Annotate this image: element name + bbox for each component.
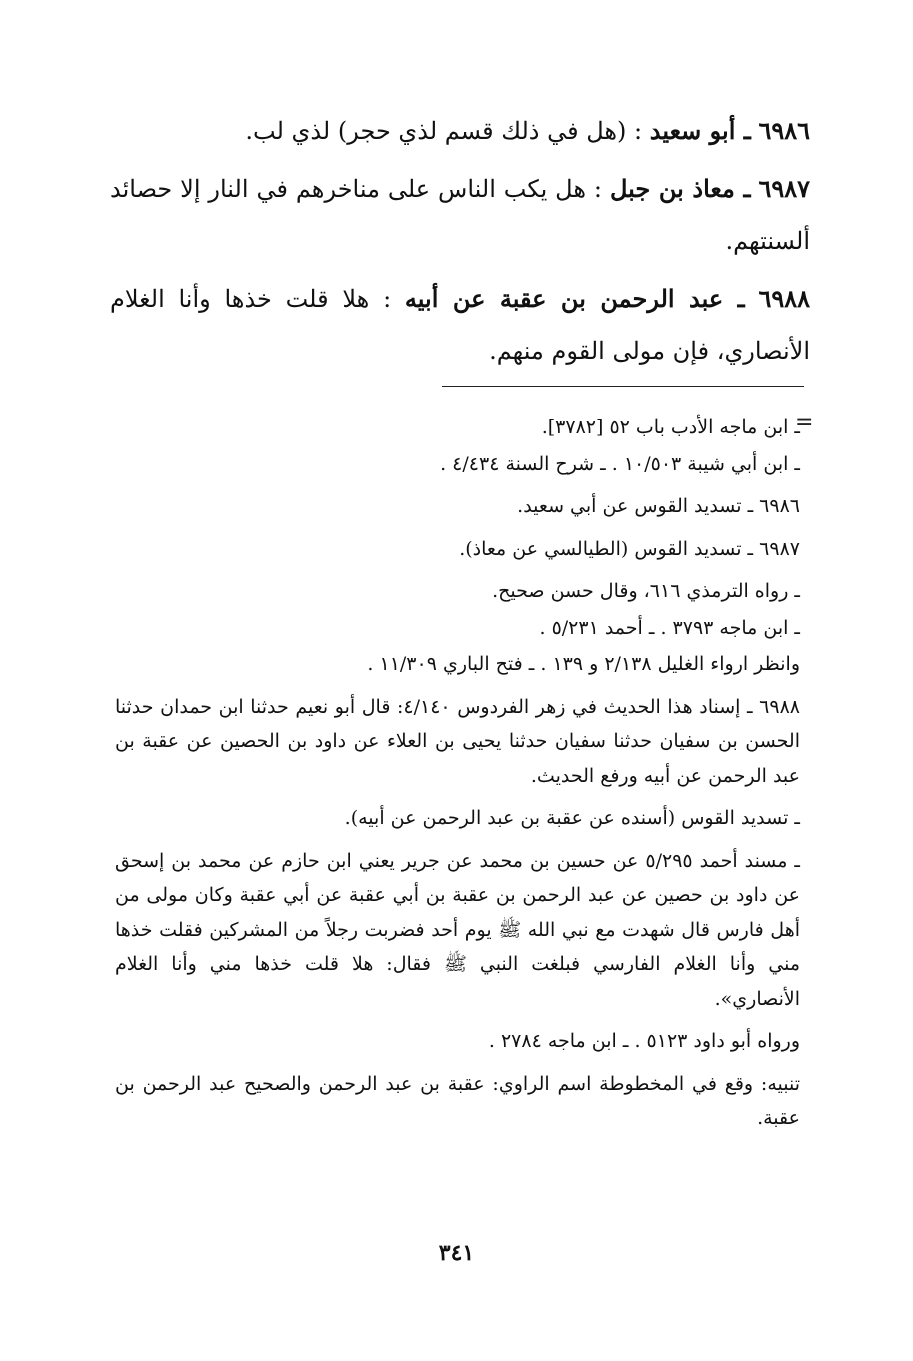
hadith-narrator: عبد الرحمن بن عقبة عن أبيه [404, 284, 724, 313]
footnote-line: تنبيه: وقع في المخطوطة اسم الراوي: عقبة بن عبد الرحمن والصحيح عبد الرحمن بن عقبة. [115, 1072, 800, 1129]
footnote-divider [442, 386, 804, 387]
page-number: ٣٤١ [438, 1240, 475, 1266]
footnote-line: ورواه أبو داود ٥١٢٣ . ـ ابن ماجه ٢٧٨٤ . [488, 1030, 800, 1052]
hadith-text: (هل في ذلك قسم لذي حجر) لذي لب. [245, 117, 627, 145]
hadith-text: هل يكب الناس على مناخرهم في النار إلا حصائد ألسنتهم. [110, 175, 810, 255]
hadith-narrator: أبو سعيد [649, 116, 736, 145]
hadith-number: ٦٩٨٨ [758, 284, 810, 313]
hadith-text: هلا قلت خذها وأنا الغلام الأنصاري، فإن مولى القوم منهم. [110, 285, 810, 365]
hadith-number: ٦٩٨٧ [758, 174, 810, 203]
hadith-number: ٦٩٨٦ [758, 116, 810, 145]
hadith-entry-6986: ٦٩٨٦ ـ أبو سعيد : (هل في ذلك قسم لذي حجر) لذي لب. [245, 116, 810, 145]
footnote-line: ـ رواه الترمذي ٦١٦، وقال حسن صحيح. [492, 580, 800, 602]
footnote-line: ـ ابن أبي شيبة ١٠/٥٠٣ . ـ شرح السنة ٤/٤٣٤ . [440, 452, 800, 475]
footnote-line: ٦٩٨٨ ـ إسناد هذا الحديث في زهر الفردوس ٤/١٤٠: قال أبو نعيم حدثنا ابن حمدان حدثنا الحسن بن سفيان حدثنا سفيان حدثنا يحيى بن العلاء عن داود بن الحصين عن عقبة بن عبد الرحمن عن أبيه ورفع الحديث. [115, 695, 800, 787]
footnote-line: وانظر ارواء الغليل ٢/١٣٨ و ١٣٩ . ـ فتح الباري ١١/٣٠٩ . [367, 653, 800, 675]
footnotes [115, 410, 800, 1144]
hadith-narrator: معاذ بن جبل [609, 174, 735, 203]
footnote-line: ٦٩٨٦ ـ تسديد القوس عن أبي سعيد. [517, 495, 800, 517]
footnote-line: ٦٩٨٧ ـ تسديد القوس (الطيالسي عن معاذ). [459, 537, 800, 560]
hadith-entry-6987: ٦٩٨٧ ـ معاذ بن جبل : هل يكب الناس على مناخرهم في النار إلا حصائد ألسنتهم. [110, 174, 810, 255]
footnote-line: ـ ابن ماجه ٣٧٩٣ . ـ أحمد ٥/٢٣١ . [539, 616, 800, 639]
footnote-continuation-mark: = [795, 410, 814, 435]
footnote-line: ـ تسديد القوس (أسنده عن عقبة بن عبد الرحمن عن أبيه). [344, 807, 800, 829]
footnote-line: ـ ابن ماجه الأدب باب ٥٢ [٣٧٨٢]. [541, 416, 800, 438]
footnote-line: ـ مسند أحمد ٥/٢٩٥ عن حسين بن محمد عن جرير يعني ابن حازم عن محمد بن إسحق عن داود بن حصين عن عبد الرحمن بن عقبة بن أبي عقبة عن أبي عقبة وكان مولى من أهل فارس قال شهدت مع نبي الله ﷺ يوم أحد فضربت رجلاً من المشركين فقلت خذها مني وأنا الغلام الفارسي فبلغت النبي ﷺ فقال: هلا قلت خذها مني وأنا الغلام الأنصاري». [115, 849, 800, 1010]
main-text [110, 105, 810, 383]
hadith-entry-6988: ٦٩٨٨ ـ عبد الرحمن بن عقبة عن أبيه : هلا قلت خذها وأنا الغلام الأنصاري، فإن مولى القوم منهم. [110, 284, 810, 365]
